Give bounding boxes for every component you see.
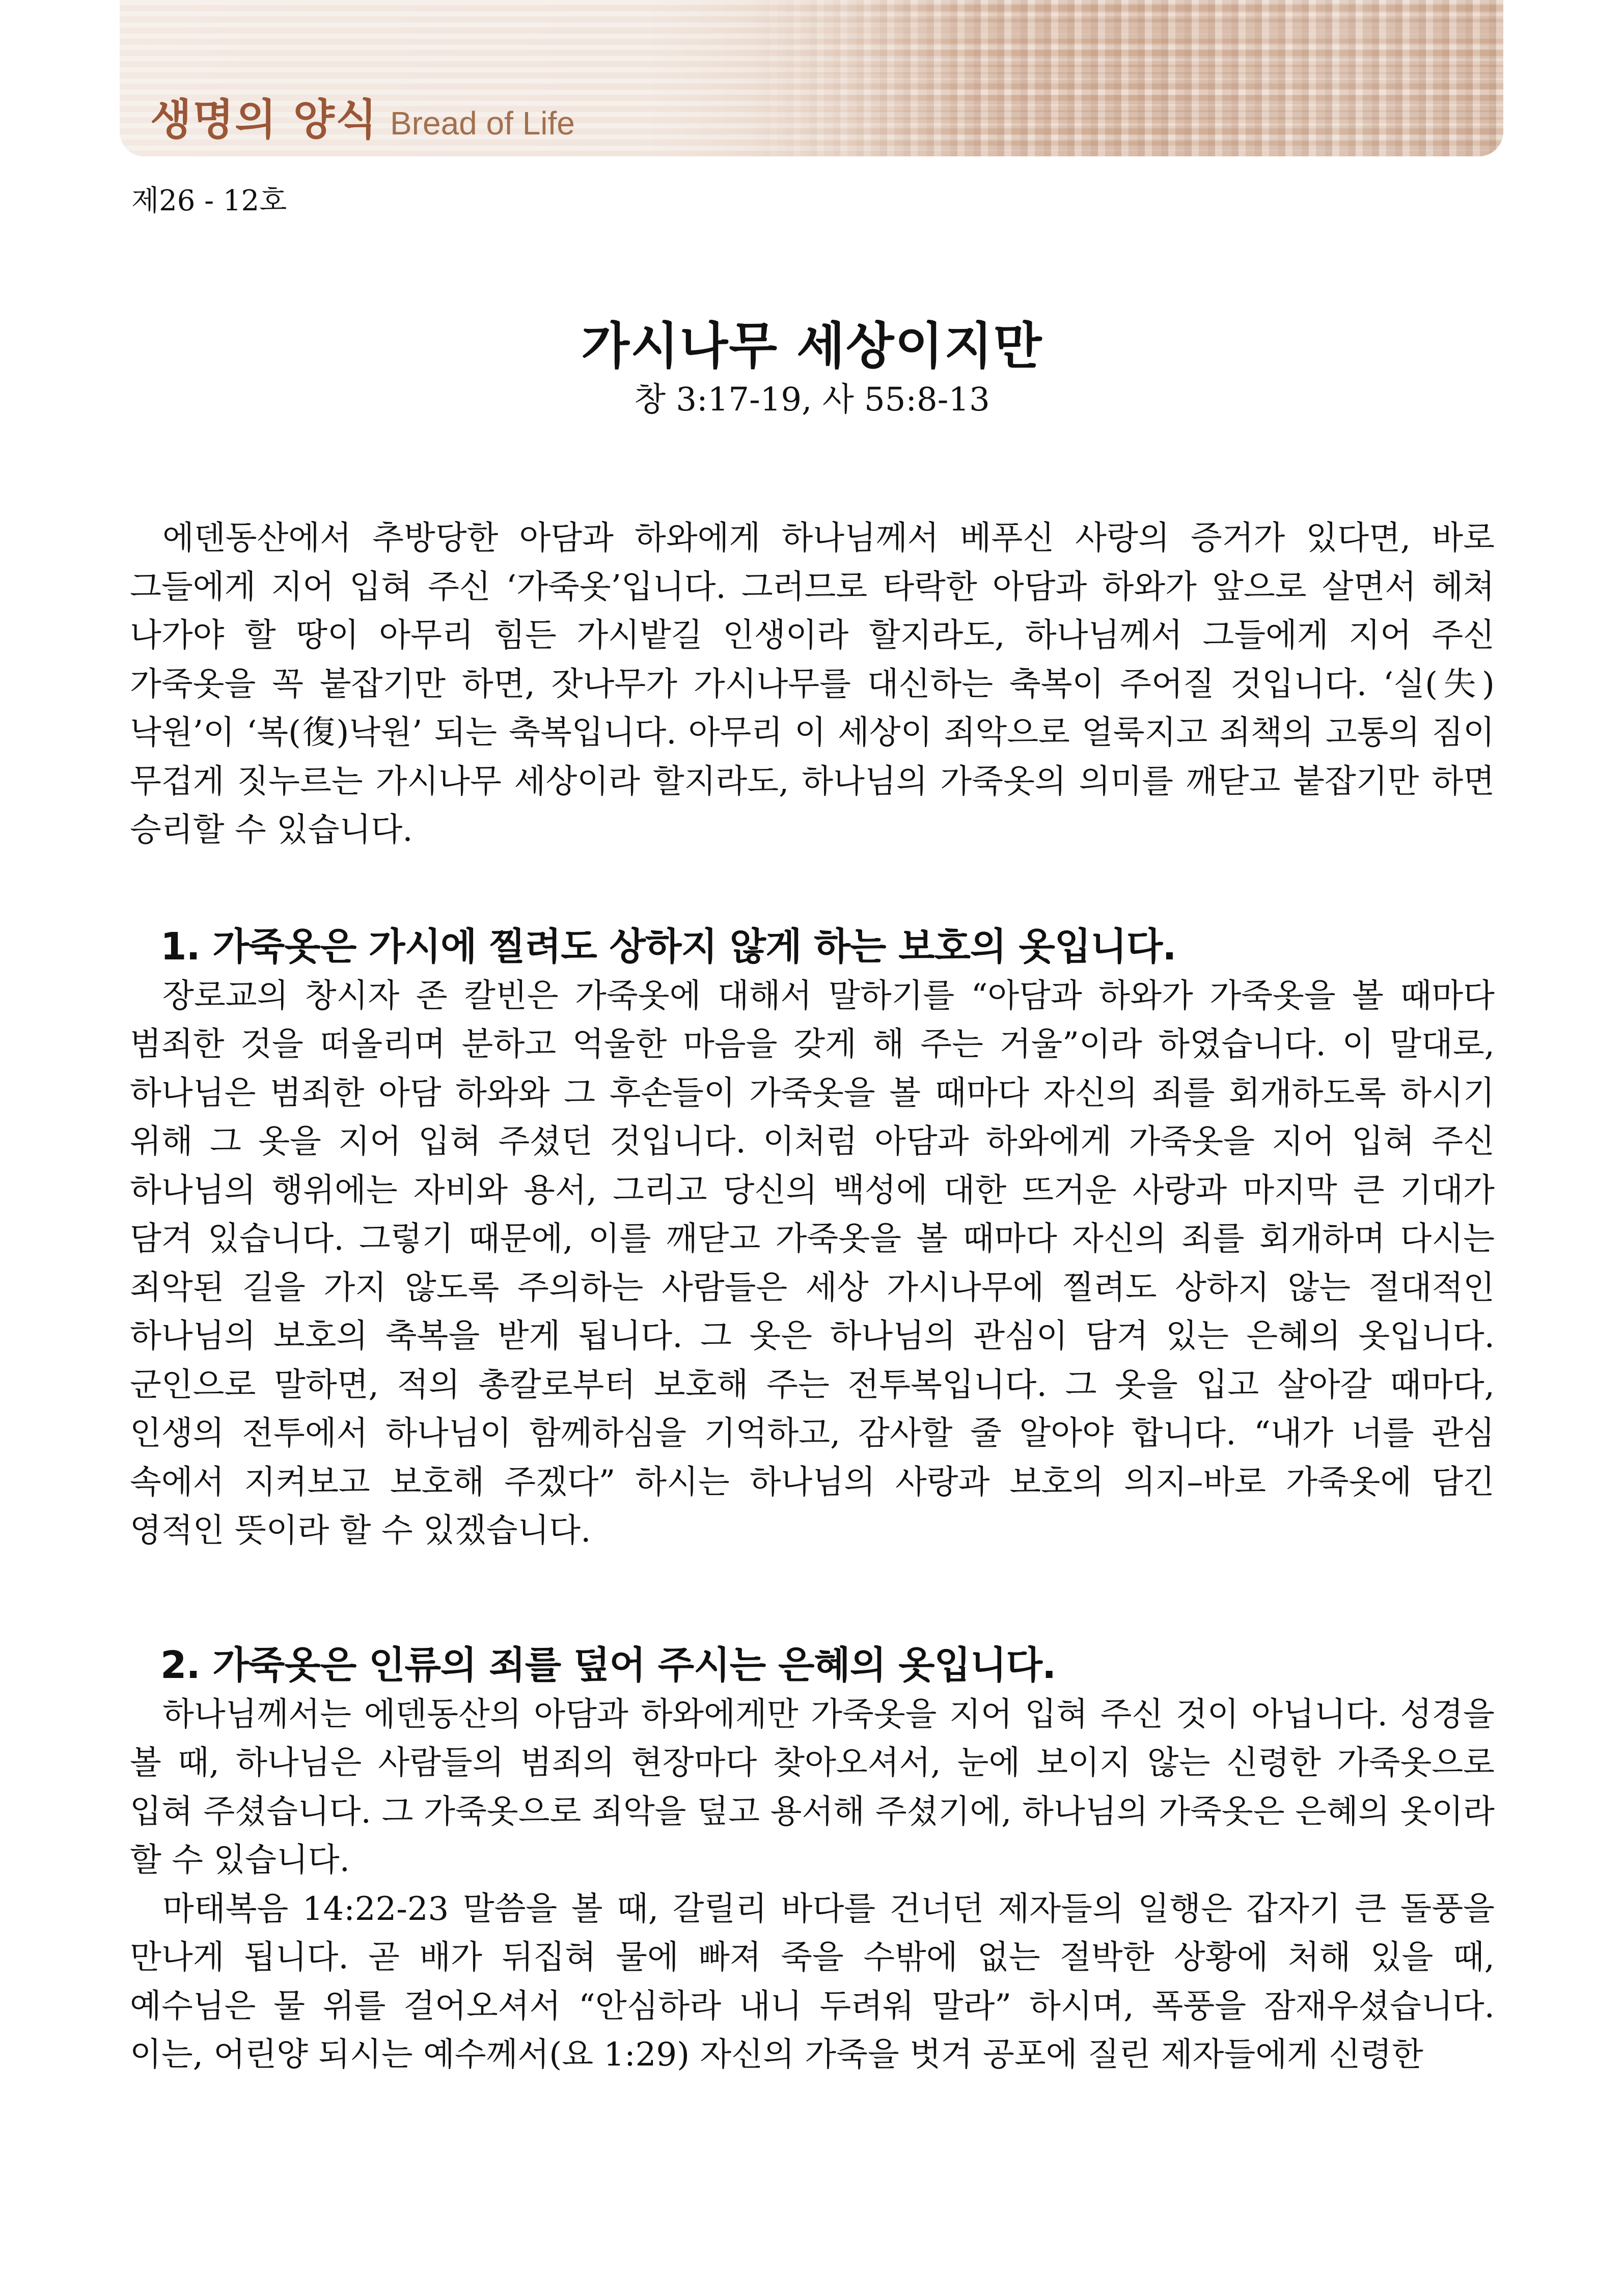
scripture-reference: 창 3:17-19, 사 55:8-13: [634, 381, 990, 419]
banner-photo-background: [739, 0, 1503, 156]
section-1: [130, 921, 1495, 1556]
section-paragraph: 하나님께서는 에덴동산의 아담과 하와에게만 가죽옷을 지어 입혀 주신 것이 아닙니다. 성경을 볼 때, 하나님은 사람들의 범죄의 현장마다 찾아오셔서, 눈에 보이지 않는 신령한 가죽옷으로 입혀 주셨습니다. 그 가죽옷으로 죄악을 덮고 용서해 주셨기에, 하나님의 가죽옷은 은혜의 옷이라 할 수 있습니다.: [130, 1695, 1495, 1879]
section-heading: 1. 가죽옷은 가시에 찔려도 상하지 않게 하는 보호의 옷입니다.: [160, 924, 1176, 969]
sermon-header: [0, 316, 1624, 423]
section-paragraph: 마태복음 14:22-23 말씀을 볼 때, 갈릴리 바다를 건너던 제자들의 일행은 갑자기 큰 돌풍을 만나게 됩니다. 곧 배가 뒤집혀 물에 빠져 죽을 수밖에 없는 절박한 상황에 처해 있을 때, 예수님은 물 위를 걸어오셔서 “안심하라 내니 두려워 말라” 하시며, 폭풍을 잠재우셨습니다. 이는, 어린양 되시는 예수께서(요 1:29) 자신의 가죽을 벗겨 공포에 질린 제자들에게 신령한: [130, 1890, 1495, 2074]
page-banner: [120, 0, 1503, 156]
sermon-body: [130, 514, 1495, 2080]
publication-title-korean: 생명의 양식: [150, 95, 378, 145]
section-2: [130, 1640, 1495, 2080]
intro-paragraph: 에덴동산에서 추방당한 아담과 하와에게 하나님께서 베푸신 사랑의 증거가 있다면, 바로 그들에게 지어 입혀 주신 ‘가죽옷’입니다. 그러므로 타락한 아담과 하와가 앞으로 살면서 헤쳐 나가야 할 땅이 아무리 힘든 가시밭길 인생이라 할지라도, 하나님께서 그들에게 지어 주신 가죽옷을 꼭 붙잡기만 하면, 잣나무가 가시나무를 대신하는 축복이 주어질 것입니다. ‘실(失)낙원’이 ‘복(復)낙원’ 되는 축복입니다. 아무리 이 세상이 죄악으로 얼룩지고 죄책의 고통의 짐이 무겁게 짓누르는 가시나무 세상이라 할지라도, 하나님의 가죽옷의 의미를 깨닫고 붙잡기만 하면 승리할 수 있습니다.: [130, 519, 1495, 849]
sermon-title: 가시나무 세상이지만: [581, 317, 1043, 375]
issue-number: 제26 - 12호: [131, 184, 287, 217]
publication-title: [150, 86, 575, 147]
section-paragraph: 장로교의 창시자 존 칼빈은 가죽옷에 대해서 말하기를 “아담과 하와가 가죽옷을 볼 때마다 범죄한 것을 떠올리며 분하고 억울한 마음을 갖게 해 주는 거울”이라 하였습니다. 이 말대로, 하나님은 범죄한 아담 하와와 그 후손들이 가죽옷을 볼 때마다 자신의 죄를 회개하도록 하시기 위해 그 옷을 지어 입혀 주셨던 것입니다. 이처럼 아담과 하와에게 가죽옷을 지어 입혀 주신 하나님의 행위에는 자비와 용서, 그리고 당신의 백성에 대한 뜨거운 사랑과 마지막 큰 기대가 담겨 있습니다. 그렇기 때문에, 이를 깨닫고 가죽옷을 볼 때마다 자신의 죄를 회개하며 다시는 죄악된 길을 가지 않도록 주의하는 사람들은 세상 가시나무에 찔려도 상하지 않는 절대적인 하나님의 보호의 축복을 받게 됩니다. 그 옷은 하나님의 관심이 담겨 있는 은혜의 옷입니다. 군인으로 말하면, 적의 총칼로부터 보호해 주는 전투복입니다. 그 옷을 입고 살아갈 때마다, 인생의 전투에서 하나님이 함께하심을 기억하고, 감사할 줄 알아야 합니다. “내가 너를 관심 속에서 지켜보고 보호해 주겠다” 하시는 하나님의 사랑과 보호의 의지–바로 가죽옷에 담긴 영적인 뜻이라 할 수 있겠습니다.: [130, 977, 1495, 1550]
section-heading: 2. 가죽옷은 인류의 죄를 덮어 주시는 은혜의 옷입니다.: [160, 1643, 1056, 1687]
publication-title-english: Bread of Life: [390, 105, 575, 142]
